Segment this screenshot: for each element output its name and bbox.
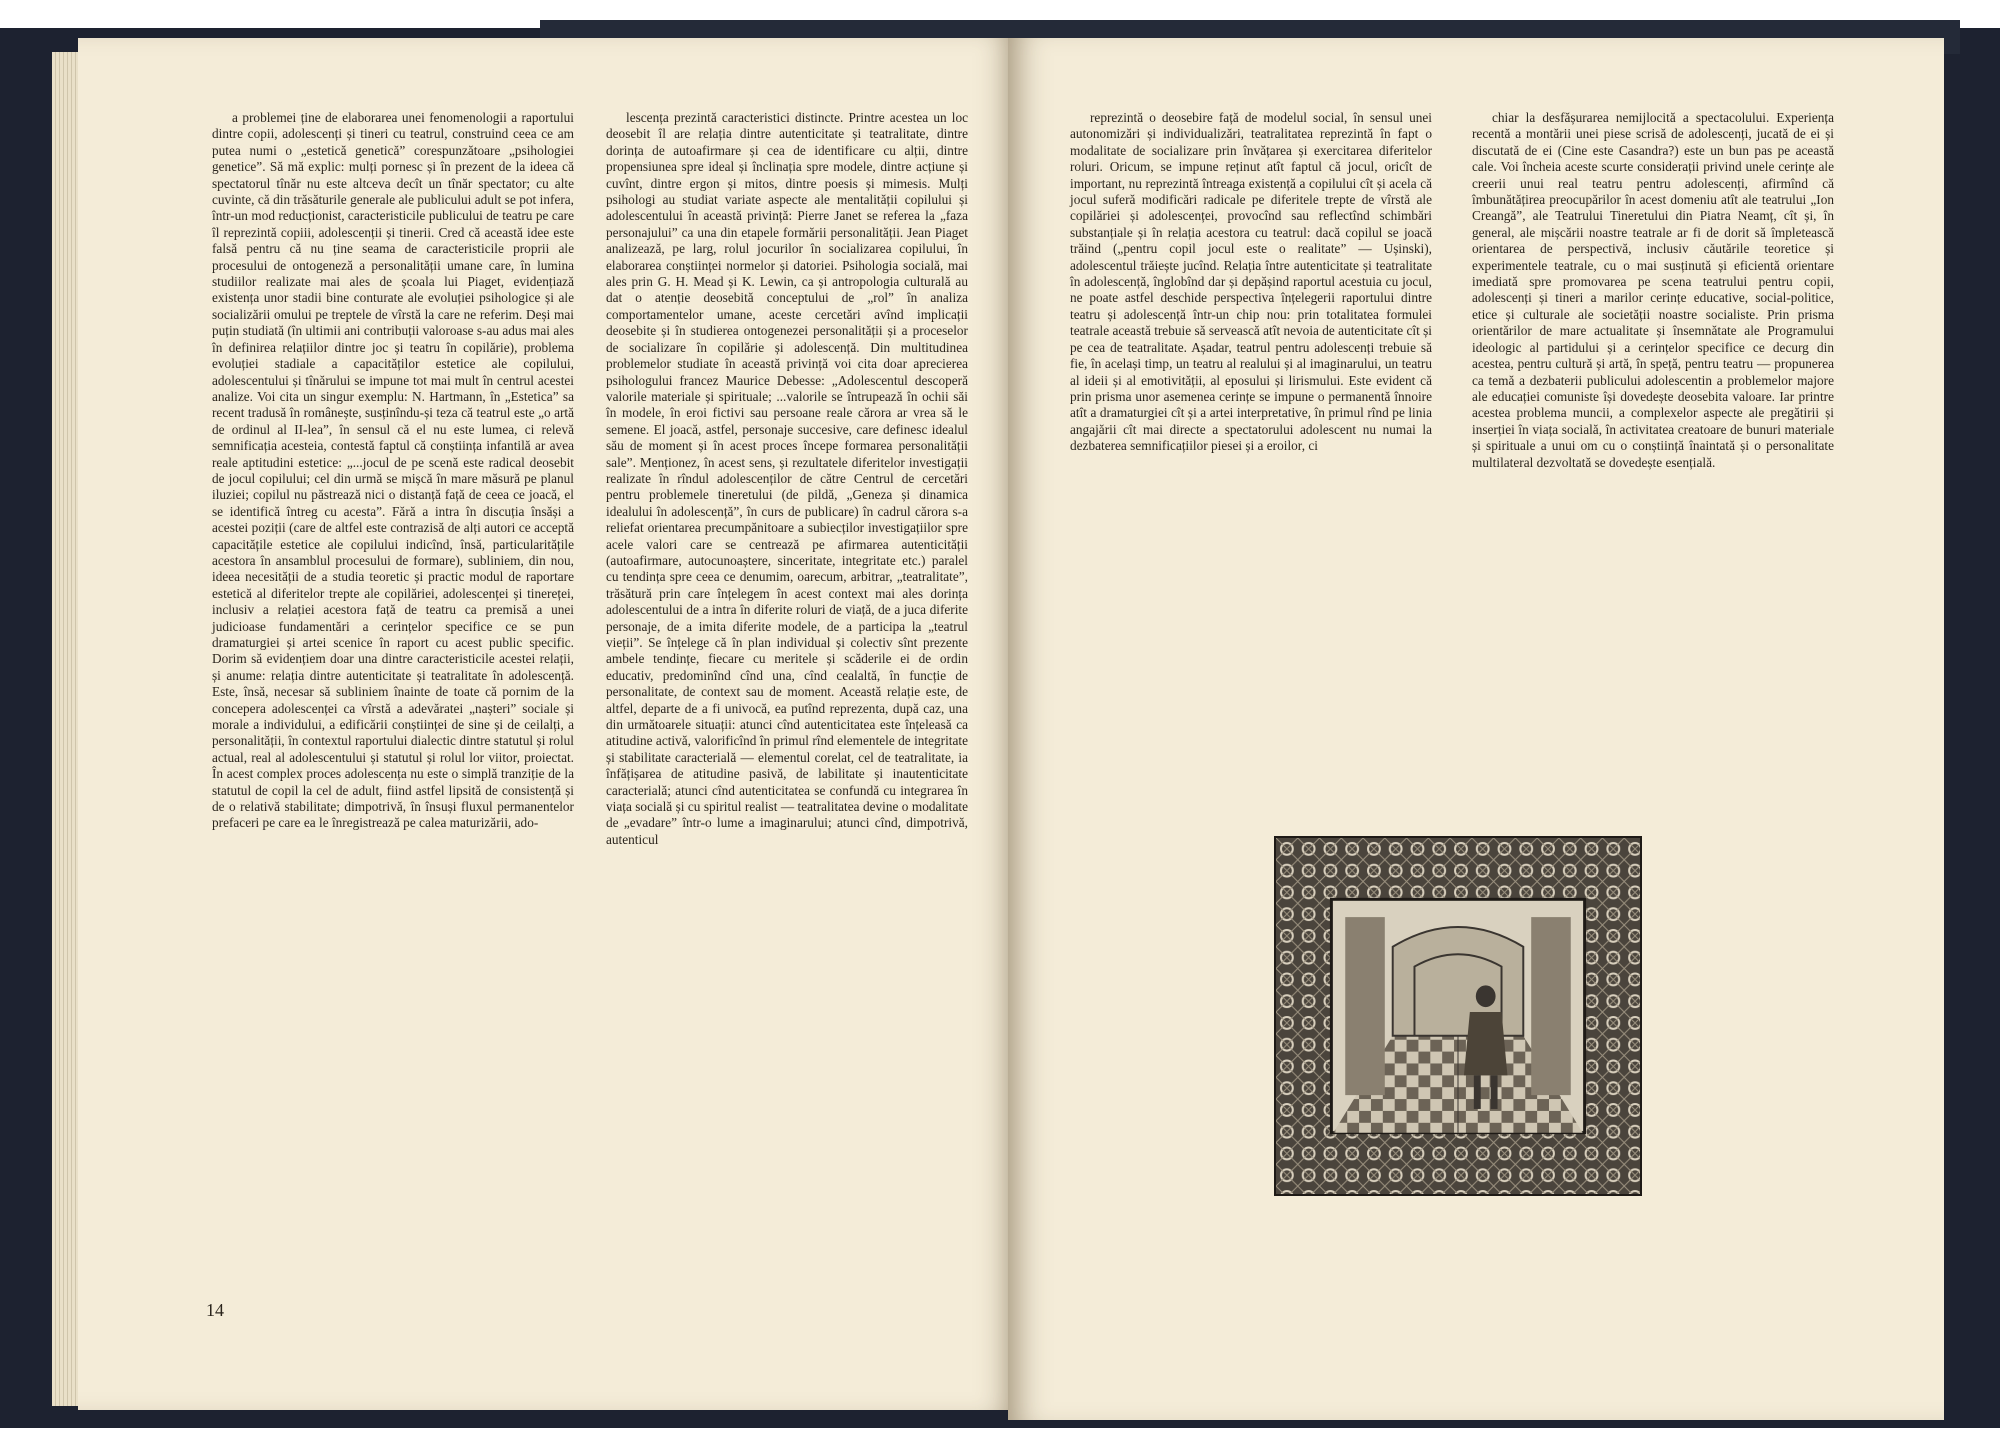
page-number: 14 [206,1300,224,1320]
left-page-column-2: lescența prezintă caracteristici distincte. Printre acestea un loc deosebit îl are relația dintre autenticitate și teatralitate, dintre dorința de autoafirmare și cea de identificare cu alții, dintre propensiunea spre ideal și înclinația spre modele, dintre acțiune și cuvînt, dintre ergon și mitos, dintre poesis și mimesis. Mulți psihologi au studiat variate aspecte ale mentalității copilului și adolescentului în această privință: Pierre Janet se referea la „faza personajului” ca una din etapele formării personalității. Jean Piaget analizează, pe larg, rolul jocurilor în socializarea copilului, în elaborarea conștiinței normelor și datoriei. Psihologia socială, mai ales prin G. H. Mead și K. Lewin, ca și antropologia culturală au dat o atenție deosebită conceptului de „rol” în analiza comportamentelor umane, aceste cercetări avînd implicații deosebite și în studierea ontogenezei personalității și a proceselor de socializare în copilărie și adolescență. Din multitudinea problemelor studiate în această privință voi cita doar aprecierea psihologului francez Maurice Debesse: „Adolescentul descoperă valorile materiale și spirituale; ...valorile se întrupează în ochii săi în modele, în eroi fictivi sau persoane reale cărora ar vrea să le semene. El joacă, astfel, personaje succesive, care definesc idealul său de moment și în acest proces începe formarea personalității sale”. Menționez, în acest sens, și rezultatele diferitelor investigații realizate în rîndul adolescenților de către Centrul de cercetări pentru problemele tineretului (de pildă, „Geneza și dinamica idealului în adolescență”, în curs de publicare) în cadrul cărora s-a reliefat orientarea precumpănitoare a subiecților investigațiilor spre acele valori care se centrează pe afirmarea autenticității (autoafirmare, autocunoaștere, sinceritate, integritate etc.) paralel cu tendința spre ceea ce denumim, oarecum, arbitrar, „teatralitate”, trăsătură prin care înțelegem în acest context mai ales dorința adolescentului de a intra în diferite roluri de viață, de a juca diferite personaje, de a imita diferite modele, de a participa la „teatrul vieții”. Se înțelege că în plan individual și colectiv sînt prezente ambele tendințe, fiecare cu meritele și scăderile ei de ordin educativ, predominînd cînd una, cînd cealaltă, în funcție de personalitate, de context sau de moment. Această relație este, de altfel, departe de a fi univocă, ea putînd reprezenta, după caz, una din următoarele situații: atunci cînd autenticitatea este înțeleasă ca atitudine activă, valorificînd în primul rînd elementele de integritate și stabilitate caracterială — elementul corelat, cel de teatralitate, ia înfățișarea de atitudine pasivă, de labilitate și inautenticitate caracterială; atunci cînd autenticitatea se confundă cu integrarea în viața socială și cu spiritul realist — teatralitatea devine o modalitate de „evadare” într-o lume a imaginarului; atunci cînd, dimpotrivă, autenticul [606,110,968,847]
left-page-column-1: a problemei ține de elaborarea unei fenomenologii a raportului dintre copii, adolescenți și tineri cu teatrul, construind ceea ce am putea numi o „estetică genetică” corespunzătoare „psihologiei genetice”. Să mă explic: mulți pornesc și în prezent de la ideea că spectatorul tînăr nu este altceva decît un tînăr spectator; cu alte cuvinte, că din trăsăturile generale ale publicului adult se pot infera, într-un mod reducționist, caracteristicile publicului de teatru pe care îl reprezintă copiii, adolescenții și tinerii. Cred că această idee este falsă pentru că nu ține seama de caracteristicile proprii ale procesului de ontogeneză a personalității umane care, în lumina studiilor realizate mai ales de școala lui Piaget, evidențiază existența unor stadii bine conturate ale evoluției psihologice și ale socializării omului pe treptele de vîrstă la care ne referim. Deși mai puțin studiată (în ultimii ani contribuții valoroase s-au adus mai ales în definirea relațiilor dintre joc și teatru în copilărie), problema evoluției stadiale a capacităților estetice ale copilului, adolescentului și tînărului se impune tot mai mult în centrul acestei analize. Voi cita un singur exemplu: N. Hartmann, în „Estetica” sa recent tradusă în românește, susținîndu-și teza că teatrul este „o artă de ordinul al II-lea”, în sensul că el nu este lumea, ci relevă semnificația acesteia, contestă faptul că conștiința infantilă ar avea reale aptitudini estetice: „...jocul de pe scenă este radical deosebit de jocul copilului; cel din urmă se mișcă în mare măsură pe planul iluziei; copilul nu păstrează nici o distanță față de ceea ce joacă, el se identifică întreg cu acesta”. Fără a intra în discuția însăși a acestei poziții (care de altfel este contrazisă de alți autori ce acceptă capacitățile estetice ale copilului indicînd, însă, particularitățile acestora în ansamblul procesului de formare), subliniem, din nou, ideea necesității de a studia teoretic și practic modul de raportare estetică al diferitelor trepte ale copilăriei, adolescenței și tinereței, inclusiv a relației acestora față de teatru ca premisă a unei judicioase fundamentări a cerințelor specifice ce se pun dramaturgiei și artei scenice în raport cu acest public specific. Dorim să evidențiem doar una dintre caracteristicile acestei relații, și anume: relația dintre autenticitate și teatralitate în adolescență. Este, însă, necesar să subliniem înainte de toate că pornim de la concepera adolescenței ca vîrstă a adevăratei „nașteri” sociale și morale a individului, a edificării conștiinței de sine și de ceilalți, a personalității, în contextul raportului dialectic dintre statutul și rolul actual, real al adolescentului și statutul și rolul lor viitor, proiectat. În acest complex proces adolescența nu este o simplă tranziție de la statutul de copil la cel de adult, fiind astfel lipsită de consistență și de o relativă stabilitate; dimpotrivă, în însuși fluxul permanentelor prefaceri pe care ea le înregistrează pe calea maturizării, ado- [212,110,574,831]
engraving-figure-in-arcade-icon [1274,836,1642,1196]
right-page-column-2: chiar la desfășurarea nemijlocită a spectacolului. Experiența recentă a montării unei piese scrisă de adolescenți, jucată de ei și discutată de ei (Cine este Casandra?) este un bun pas pe această cale. Voi încheia aceste scurte considerații privind unele cerințe ale creerii unui real teatru pentru adolescenți, afirmînd că îmbunătățirea preocupărilor în acest domeniu atît ale teatrului „Ion Creangă”, ale Teatrului Tineretului din Piatra Neamț, cît și, în general, ale mișcării noastre teatrale ar fi de dorit să împletească orientarea de perspectivă, inclusiv căutările teoretice și experimentele teatrale, cu o mai susținută și eficientă orientare imediată spre promovarea pe scena teatrului pentru copii, adolescenți și tineri a marilor cerințe educative, social-politice, etice și culturale ale societății noastre socialiste. Prin prisma orientărilor de mare actualitate și însemnătate ale Programului ideologic al partidului și a cerințelor specifice ce decurg din acestea, pentru cultură și artă, în speță, pentru teatru — propunerea ca temă a dezbaterii publicului adolescentin a problemelor majore ale educației comuniste își dovedește deosebita valoare. Iar printre acestea problema muncii, a complexelor aspecte ale pregătirii și inserției în viața socială, în activitatea creatoare de bunuri materiale și spirituale a unui om cu o conștiință înaintată și o personalitate multilateral dezvoltată se dovedește esențială. [1472,110,1834,470]
right-page-column-1: reprezintă o deosebire față de modelul social, în sensul unei autonomizări și individualizări, teatralitatea reprezintă în fapt o modalitate de socializare prin învățarea și exercitarea diferitelor roluri. Oricum, se impune reținut atît faptul că jocul, oricît de important, nu reprezintă întreaga existență a copilului cît și acela că jocul suferă modificări radicale pe diferitele trepte de vîrstă ale copilăriei și adolescenței, provocînd sau reflectînd schimbări substanțiale și în relația acestora cu teatrul: dacă copilul se joacă trăind („pentru copil jocul este o realitate” — Ușinski), adolescentul trăiește jucînd. Relația între autenticitate și teatralitate în adolescență, înglobînd dar și depășind raportul acestuia cu jocul, ne poate astfel deschide perspectiva înțelegerii raportului dintre teatru și adolescență într-un chip nou: prin totalitatea formulei teatrale această trebuie să servească atît nevoia de autenticitate cît și pe cea de teatralitate. Așadar, teatrul pentru adolescenți trebuie să fie, în același timp, un teatru al realului și al imaginarului, un teatru al ideii și al emotivității, al eposului și lirismului. Este evident că prin prisma unor asemenea cerințe se impune o permanentă înnoire atît a dramaturgiei cît și a artei interpretative, în primul rînd pe linia angajării cît mai directe a spectatorului adolescent nu numai la dezbaterea semnificațiilor piesei și a eroilor, ci [1070,110,1432,454]
